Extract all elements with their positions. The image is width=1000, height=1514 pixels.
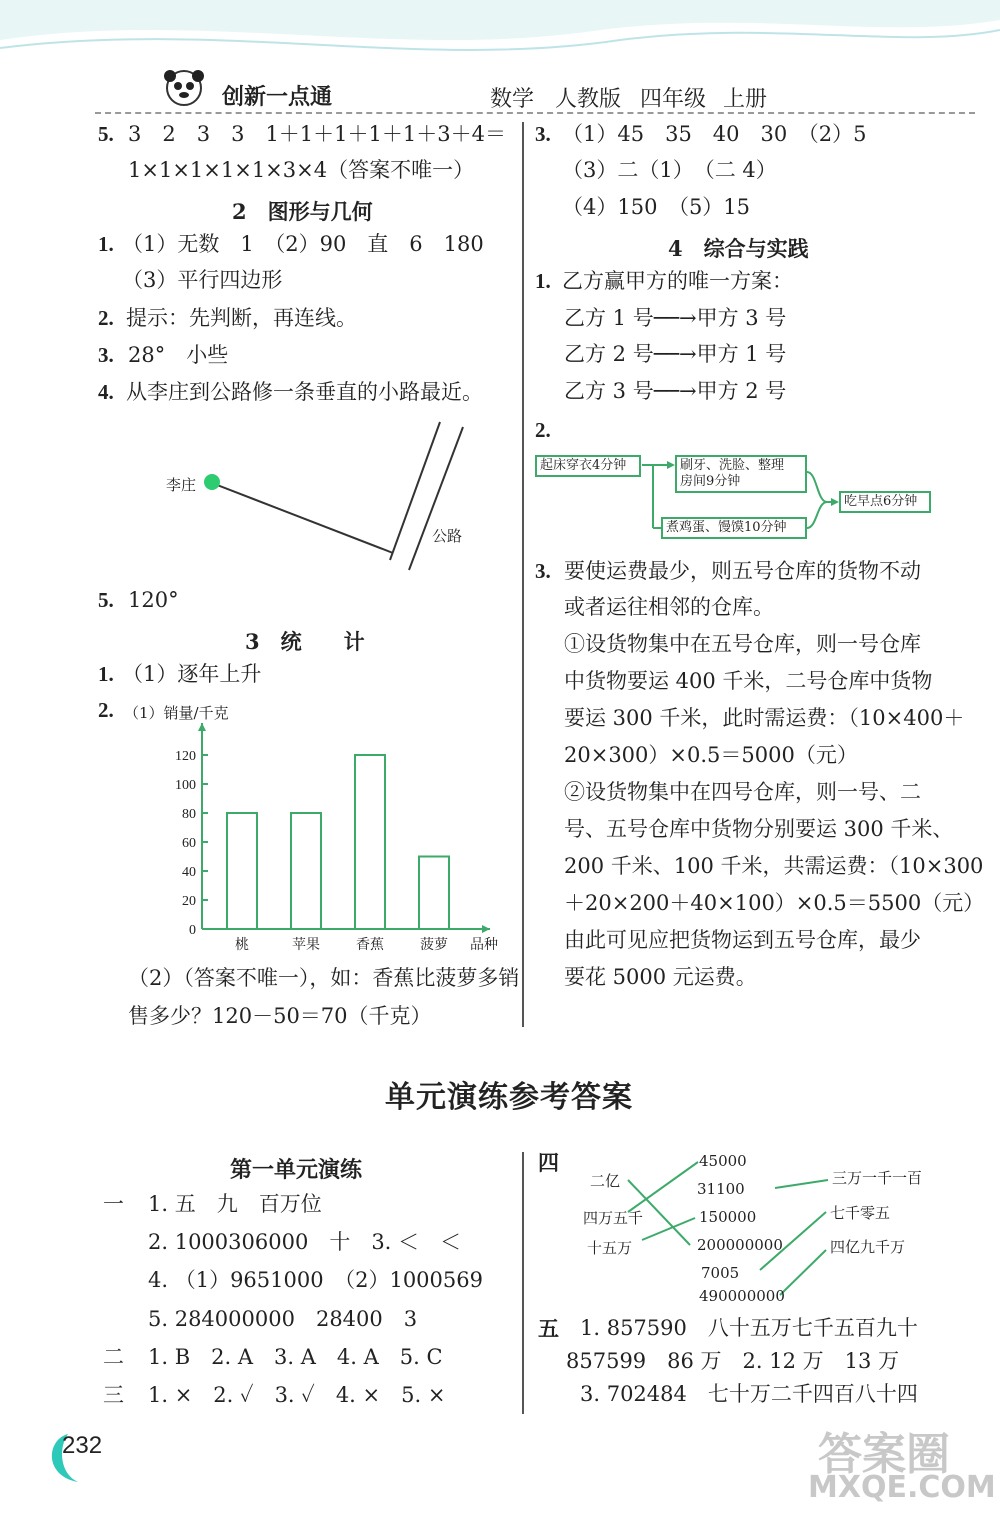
s3-after-chart-1: （2）（答案不唯一），如：香蕉比菠萝多销 bbox=[128, 966, 520, 990]
road-label: 公路 bbox=[432, 527, 463, 545]
r-q3b-number: 3. bbox=[535, 559, 551, 583]
r-q3b-line2: 或者运往相邻的仓库。 bbox=[564, 595, 774, 619]
r-q3b-line3: ①设货物集中在五号仓库，则一号仓库 bbox=[564, 632, 921, 656]
y-tick-label: 120 bbox=[175, 749, 196, 764]
flow-start-box: 起床穿衣4分钟 bbox=[535, 455, 641, 477]
r-q3b-line5: 要运 300 千米，此时需运费：（10×400＋ bbox=[564, 706, 965, 730]
s3-q2-number: 2. bbox=[98, 698, 114, 722]
road-diagram bbox=[150, 415, 480, 580]
column-divider-top bbox=[522, 122, 524, 1027]
s2-q3-text: 28° 小些 bbox=[128, 343, 229, 367]
page-number: 232 bbox=[62, 1432, 103, 1459]
watermark-url: MXQE.COM bbox=[808, 1470, 996, 1505]
match-mid-1: 45000 bbox=[699, 1152, 747, 1170]
header-wave bbox=[0, 0, 1000, 80]
x-category-label: 桃 bbox=[235, 937, 249, 953]
unit1-row1-d: 5. 284000000 28400 3 bbox=[148, 1307, 418, 1331]
y-tick-label: 60 bbox=[182, 836, 196, 851]
watermark-text: 答案圈 bbox=[818, 1429, 950, 1480]
y-tick-label: 100 bbox=[175, 778, 196, 793]
header-volume: 上册 bbox=[723, 87, 768, 112]
r-q3b-line1: 要使运费最少，则五号仓库的货物不动 bbox=[564, 559, 921, 583]
s2-q2-text: 提示：先判断，再连线。 bbox=[126, 306, 357, 330]
unit1-row1-c: 4. （1）9651000 （2）1000569 bbox=[148, 1268, 483, 1292]
match-left-2: 四万五千 bbox=[583, 1209, 644, 1227]
road-line-right bbox=[409, 427, 463, 570]
match-mid-3: 150000 bbox=[699, 1208, 757, 1226]
match-right-2: 七千零五 bbox=[830, 1204, 891, 1222]
unit1-row3-label: 三 bbox=[103, 1383, 124, 1407]
r-q3b-line11: 由此可见应把货物运到五号仓库，最少 bbox=[564, 928, 921, 952]
unit1-row2-text: 1. B 2. A 3. A 4. A 5. C bbox=[148, 1345, 443, 1369]
unit1-row1-b: 2. 1000306000 十 3. ＜ ＜ bbox=[148, 1230, 462, 1254]
header-grade: 四年级 bbox=[640, 87, 707, 112]
r-q1-number: 1. bbox=[535, 269, 551, 293]
r-q2-number: 2. bbox=[535, 418, 551, 442]
r-q3b-line12: 要花 5000 元运费。 bbox=[564, 965, 757, 989]
header-rule bbox=[95, 112, 975, 114]
section5-label: 五 bbox=[538, 1316, 559, 1341]
match-left-1: 二亿 bbox=[590, 1172, 621, 1190]
column-divider-bottom bbox=[522, 1152, 524, 1414]
matching-label: 四 bbox=[538, 1150, 559, 1175]
match-mid-2: 31100 bbox=[697, 1180, 745, 1198]
match-mid-6: 490000000 bbox=[699, 1287, 785, 1305]
brand-title: 创新一点通 bbox=[222, 84, 333, 110]
s3-q2-text: （1）销量/千克 bbox=[124, 704, 229, 722]
section4-title: 4 综合与实践 bbox=[668, 236, 809, 261]
section5-line3: 3. 702484 七十万二千四百八十四 bbox=[580, 1382, 918, 1406]
r-q3-number: 3. bbox=[535, 122, 551, 146]
y-tick-label: 40 bbox=[182, 865, 196, 880]
r-q3b-line9: 200 千米、100 千米，共需运费：（10×300 bbox=[564, 854, 984, 878]
s2-q1-number: 1. bbox=[98, 232, 114, 256]
perpendicular-path bbox=[212, 483, 393, 553]
r-q1-plan3: 乙方 3 号──→甲方 2 号 bbox=[564, 379, 787, 403]
s2-q4-number: 4. bbox=[98, 380, 114, 404]
unit1-title: 第一单元演练 bbox=[230, 1157, 363, 1183]
s2-q1-text: （1）无数 1 （2）90 直 6 180 bbox=[122, 232, 484, 256]
q5-line1: 3 2 3 3 1＋1＋1＋1＋1＋3＋4＝ bbox=[128, 122, 506, 146]
match-right-3: 四亿九千万 bbox=[830, 1238, 906, 1256]
header-subject: 数学 bbox=[490, 87, 535, 112]
flow-boil-box: 煮鸡蛋、馒馍10分钟 bbox=[661, 517, 807, 539]
r-q3-line1: （1）45 35 40 30 （2）5 bbox=[562, 122, 867, 146]
match-left-3: 十五万 bbox=[587, 1239, 633, 1257]
flow-brush-line1: 刷牙、洗脸、整理 bbox=[680, 458, 785, 473]
r-q3b-line4: 中货物要运 400 千米，二号仓库中货物 bbox=[564, 669, 933, 693]
r-q3-line3: （4）150 （5）15 bbox=[562, 195, 751, 219]
x-axis-label: 品种 bbox=[470, 937, 498, 953]
flow-breakfast-box: 吃早点6分钟 bbox=[839, 491, 931, 513]
village-dot bbox=[204, 474, 220, 490]
section5-line2: 857599 86 万 2. 12 万 13 万 bbox=[566, 1349, 900, 1373]
bar-苹果 bbox=[291, 813, 321, 929]
match-mid-5: 7005 bbox=[701, 1264, 740, 1282]
s3-q1-number: 1. bbox=[98, 662, 114, 686]
x-axis-arrow bbox=[482, 925, 490, 933]
r-q3b-line6: 20×300）×0.5＝5000（元） bbox=[564, 743, 858, 767]
match-mid-4: 200000000 bbox=[697, 1236, 783, 1254]
s2-q4-text: 从李庄到公路修一条垂直的小路最近。 bbox=[126, 380, 483, 404]
y-tick-label: 80 bbox=[182, 807, 196, 822]
x-category-label: 菠萝 bbox=[420, 937, 448, 953]
s2-q1-text2: （3）平行四边形 bbox=[122, 268, 283, 292]
unit1-row3-text: 1. × 2. ✓ 3. ✓ 4. × 5. × bbox=[148, 1383, 446, 1407]
unit1-row2-label: 二 bbox=[103, 1345, 124, 1369]
unit-answers-title: 单元演练参考答案 bbox=[385, 1080, 633, 1115]
r-q1-plan1: 乙方 1 号──→甲方 3 号 bbox=[564, 306, 787, 330]
mascot-icon bbox=[158, 62, 212, 108]
s3-q1-text: （1）逐年上升 bbox=[122, 662, 262, 686]
unit1-row1-label: 一 bbox=[103, 1192, 124, 1216]
match-right-1: 三万一千一百 bbox=[832, 1169, 923, 1187]
village-label: 李庄 bbox=[166, 476, 197, 494]
s2-q5-text: 120° bbox=[128, 588, 179, 612]
bar-桃 bbox=[227, 813, 257, 929]
section2-title: 2 图形与几何 bbox=[232, 199, 373, 224]
section5-line1: 1. 857590 八十五万七千五百九十 bbox=[580, 1316, 918, 1340]
flow-brush-box bbox=[675, 455, 807, 493]
s2-q3-number: 3. bbox=[98, 343, 114, 367]
bar-菠萝 bbox=[419, 857, 449, 930]
sales-bar-chart bbox=[150, 715, 520, 960]
r-q3b-line7: ②设货物集中在四号仓库，则一号、二 bbox=[564, 780, 921, 804]
flow-brush-line2: 房间9分钟 bbox=[680, 474, 741, 490]
section3-title: 3 统 计 bbox=[245, 629, 365, 654]
r-q3b-line8: 号、五号仓库中货物分别要运 300 千米、 bbox=[564, 817, 954, 841]
y-tick-label: 0 bbox=[189, 923, 196, 938]
x-category-label: 苹果 bbox=[292, 937, 320, 953]
y-tick-label: 20 bbox=[182, 894, 196, 909]
bar-香蕉 bbox=[355, 755, 385, 929]
r-q1-text: 乙方赢甲方的唯一方案： bbox=[562, 269, 793, 293]
s2-q2-number: 2. bbox=[98, 306, 114, 330]
s3-after-chart-2: 售多少？120－50＝70（千克） bbox=[128, 1004, 432, 1028]
unit1-row1-a: 1. 五 九 百万位 bbox=[148, 1192, 322, 1216]
q5-number: 5. bbox=[98, 122, 114, 146]
r-q1-plan2: 乙方 2 号──→甲方 1 号 bbox=[564, 342, 787, 366]
r-q3b-line10: ＋20×200＋40×100）×0.5＝5500（元） bbox=[564, 891, 985, 915]
x-category-label: 香蕉 bbox=[356, 937, 384, 953]
y-axis-arrow bbox=[198, 723, 206, 731]
header-edition: 人教版 bbox=[555, 87, 622, 112]
s2-q5-number: 5. bbox=[98, 588, 114, 612]
q5-line2: 1×1×1×1×1×3×4（答案不唯一） bbox=[128, 158, 475, 182]
r-q3-line2: （3）二（1） （二 4） bbox=[562, 158, 777, 182]
